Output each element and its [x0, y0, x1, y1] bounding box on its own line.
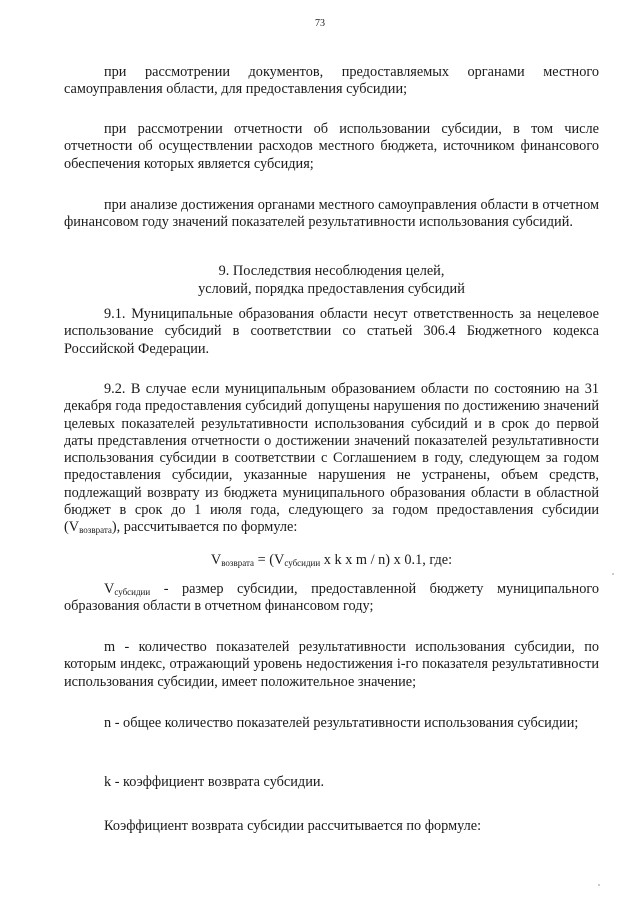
- page-number: 73: [315, 18, 325, 29]
- paragraph-9-2-main: 9.2. В случае если муниципальным образованием области по состоянию на 31 декабря года предоставления субсидий допущены нарушения по достижению значений целевых показателей результативности использования субсидий и в срок до первой даты представления отчетности о достижении значений показателей результативности использования субсидии в соответствии с Соглашением в году, следующем за годом предоставления субсидии, указанные нарушения не устранены, объем средств, подлежащий возврату из бюджета муниципального образования области в областной бюджет в срок до 1 июля года, следующего за годом предоставления субсидии (V: [64, 381, 599, 536]
- paragraph-n-definition: n - общее количество показателей результативности использования субсидии;: [104, 715, 579, 731]
- formula-equals: = (V: [254, 552, 285, 568]
- section-heading-line-2: условий, порядка предоставления субсидий: [198, 281, 465, 297]
- v-subsidy-subscript: субсидии: [114, 587, 151, 597]
- paragraph-9-2-tail: ), рассчитывается по формуле:: [111, 519, 298, 536]
- paragraph-9-2-subscript: возврата: [79, 525, 112, 536]
- v-subsidy-symbol: V: [104, 581, 115, 597]
- return-formula: [64, 552, 599, 569]
- paragraph-k-definition: k - коэффициент возврата субсидии.: [104, 774, 325, 790]
- formula-lhs-subscript: возврата: [221, 558, 254, 568]
- paragraph-coefficient-intro: Коэффициент возврата субсидии рассчитывается по формуле:: [104, 818, 482, 834]
- v-subsidy-text: - размер субсидии, предоставленной бюджету муниципального образования области в отчетном финансовом году;: [64, 581, 599, 615]
- formula-rest: x k x m / n) x 0.1, где:: [320, 552, 453, 568]
- paragraph-9-1: 9.1. Муниципальные образования области несут ответственность за нецелевое использование субсидий в соответствии со статьей 306.4 Бюджетного кодекса Российской Федерации.: [64, 306, 599, 357]
- formula-inner-subscript: субсидии: [284, 558, 321, 568]
- paragraph-reporting-review: при рассмотрении отчетности об использовании субсидии, в том числе отчетности об осуществлении расходов местного бюджета, источником финансового обеспечения которых является субсидия;: [64, 121, 599, 172]
- scan-speck: [612, 573, 614, 575]
- paragraph-v-subsidy-definition: [64, 581, 599, 616]
- paragraph-documents-review: при рассмотрении документов, предоставляемых органами местного самоуправления области, для предоставления субсидии;: [64, 64, 599, 98]
- formula-lhs: V: [210, 552, 222, 568]
- paragraph-9-2: [64, 381, 599, 537]
- section-heading: [64, 262, 599, 298]
- section-heading-line-1: 9. Последствия несоблюдения целей,: [218, 263, 445, 279]
- scan-speck: [598, 884, 600, 886]
- paragraph-indicators-analysis: при анализе достижения органами местного самоуправления области в отчетном финансовом году значений показателей результативности использования субсидий.: [64, 197, 599, 231]
- paragraph-m-definition: m - количество показателей результативности использования субсидии, по которым индекс, отражающий уровень недостижения i-го показателя результативности использования субсидии, имеет положительное значение;: [64, 639, 599, 690]
